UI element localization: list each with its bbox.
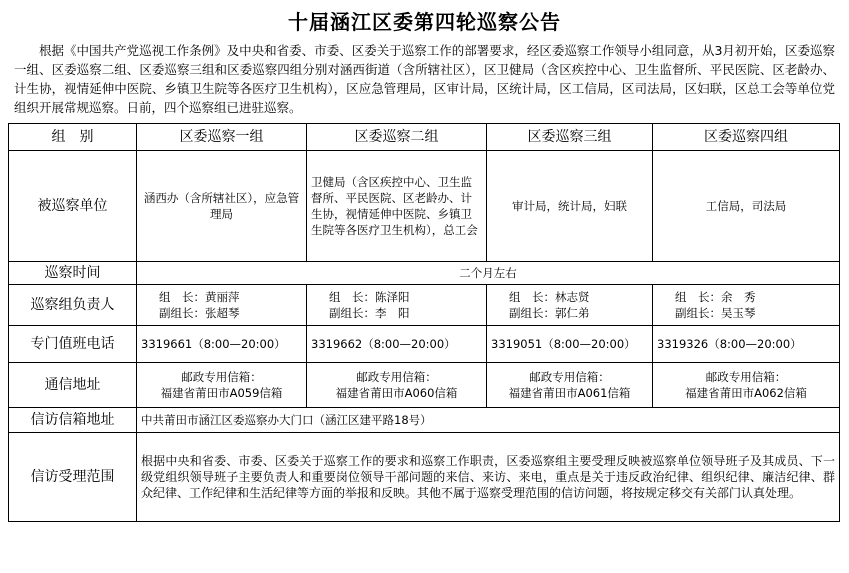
mailbox-row xyxy=(9,408,840,433)
address-group-4 xyxy=(653,363,840,408)
deputy-name: 副组长：郭仁弟 xyxy=(509,306,590,320)
address-line-2: 福建省莆田市A061信箱 xyxy=(508,386,631,400)
notice-page xyxy=(0,6,849,573)
address-line-2: 福建省莆田市A059信箱 xyxy=(160,386,283,400)
scope-row xyxy=(9,433,840,522)
address-line-1: 邮政专用信箱： xyxy=(356,370,437,384)
phone-label: 专门值班电话 xyxy=(9,326,137,363)
leaders-group-3 xyxy=(487,285,653,326)
address-line-1: 邮政专用信箱： xyxy=(705,370,787,384)
header-group-1: 区委巡察一组 xyxy=(137,124,307,151)
leaders-label: 巡察组负责人 xyxy=(9,285,137,326)
units-group-4: 工信局，司法局 xyxy=(653,151,840,262)
time-value: 二个月左右 xyxy=(137,262,840,285)
leaders-group-1 xyxy=(137,285,307,326)
address-line-1: 邮政专用信箱： xyxy=(529,370,610,384)
units-group-2: 卫健局（含区疾控中心、卫生监督所、平民医院、区老龄办、计生协，视情延伸中医院、乡镇卫生院等各医疗卫生机构），总工会 xyxy=(307,151,487,262)
header-group-2: 区委巡察二组 xyxy=(307,124,487,151)
phone-group-2: 3319662（8:00—20:00） xyxy=(307,326,487,363)
phone-group-1: 3319661（8:00—20:00） xyxy=(137,326,307,363)
intro-paragraph: 根据《中国共产党巡视工作条例》及中央和省委、市委、区委关于巡察工作的部署要求，经区委巡察工作领导小组同意，从3月初开始，区委巡察一组、区委巡察二组、区委巡察三组和区委巡察四组分别对涵西街道（含所辖社区），区卫健局（含区疾控中心、卫生监督所、平民医院、区老龄办、计生协，视情延伸中医院、乡镇卫生院等各医疗卫生机构），区应急管理局，区审计局，区统计局，区工信局，区司法局，区妇联，区总工会等单位党组织开展常规巡察。日前，四个巡察组已进驻巡察。 xyxy=(14,43,835,115)
leaders-group-2 xyxy=(307,285,487,326)
time-label: 巡察时间 xyxy=(9,262,137,285)
leaders-group-4 xyxy=(653,285,840,326)
deputy-name: 副组长：李 阳 xyxy=(329,306,410,320)
units-label: 被巡察单位 xyxy=(9,151,137,262)
scope-value: 根据中央和省委、市委、区委关于巡察工作的要求和巡察工作职责，区委巡察组主要受理反映被巡察单位领导班子及其成员、下一级党组织领导班子主要负责人和重要岗位领导干部问题的来信、来访、来电，重点是关于违反政治纪律、组织纪律、廉洁纪律、群众纪律、工作纪律和生活纪律等方面的举报和反映。其他不属于巡察受理范围的信访问题，将按规定移交有关部门认真处理。 xyxy=(137,433,840,522)
leader-name: 组 长：林志贤 xyxy=(509,290,590,304)
header-label: 组 别 xyxy=(9,124,137,151)
deputy-name: 副组长：张超琴 xyxy=(159,306,240,320)
address-line-2: 福建省莆田市A062信箱 xyxy=(685,386,807,400)
address-line-1: 邮政专用信箱： xyxy=(181,370,262,384)
page-title: 十届涵江区委第四轮巡察公告 xyxy=(288,10,561,34)
address-group-2 xyxy=(307,363,487,408)
mailbox-label: 信访信箱地址 xyxy=(9,408,137,433)
header-group-4: 区委巡察四组 xyxy=(653,124,840,151)
mailbox-value: 中共莆田市涵江区委巡察办大门口（涵江区建平路18号） xyxy=(137,408,840,433)
phone-row xyxy=(9,326,840,363)
units-group-3: 审计局，统计局，妇联 xyxy=(487,151,653,262)
leader-name: 组 长：黄丽萍 xyxy=(159,290,240,304)
phone-group-4: 3319326（8:00—20:00） xyxy=(653,326,840,363)
phone-group-3: 3319051（8:00—20:00） xyxy=(487,326,653,363)
address-group-3 xyxy=(487,363,653,408)
units-row xyxy=(9,151,840,262)
units-group-1: 涵西办（含所辖社区），应急管理局 xyxy=(137,151,307,262)
header-group-3: 区委巡察三组 xyxy=(487,124,653,151)
leaders-row xyxy=(9,285,840,326)
leader-name: 组 长：陈泽阳 xyxy=(329,290,410,304)
deputy-name: 副组长：吴玉琴 xyxy=(675,306,756,320)
table-header-row xyxy=(9,124,840,151)
address-label: 通信地址 xyxy=(9,363,137,408)
time-row xyxy=(9,262,840,285)
address-group-1 xyxy=(137,363,307,408)
scope-label: 信访受理范围 xyxy=(9,433,137,522)
address-line-2: 福建省莆田市A060信箱 xyxy=(335,386,458,400)
leader-name: 组 长：余 秀 xyxy=(675,290,756,304)
address-row xyxy=(9,363,840,408)
inspection-table xyxy=(8,123,840,522)
